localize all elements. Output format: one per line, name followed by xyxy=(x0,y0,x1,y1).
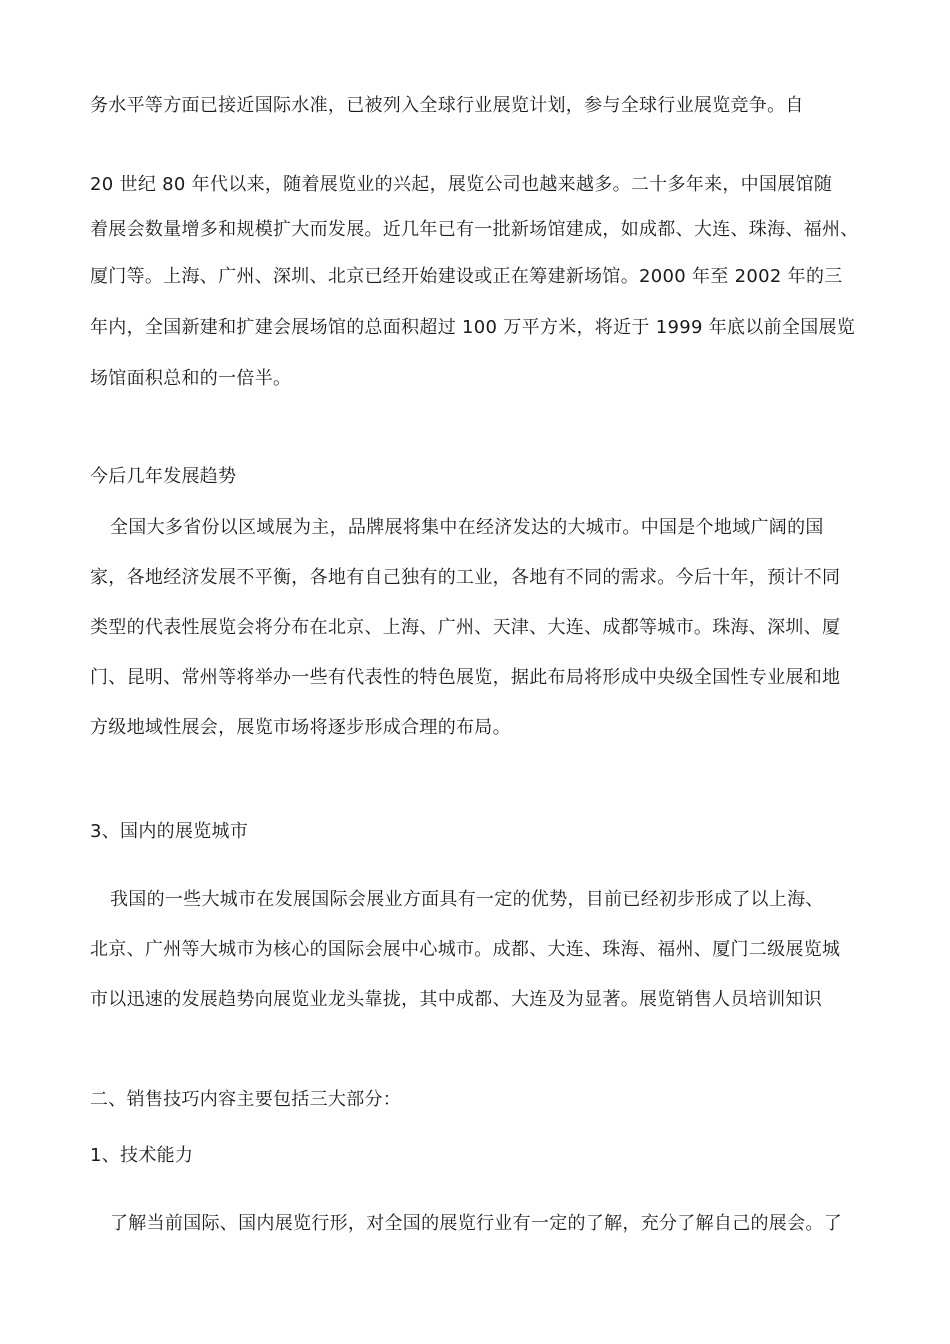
section-heading: 3、国内的展览城市 xyxy=(90,821,249,842)
text-line: 家，各地经济发展不平衡，各地有自己独有的工业，各地有不同的需求。今后十年，预计不同 xyxy=(90,567,841,588)
section-heading: 1、技术能力 xyxy=(90,1145,194,1166)
text-line: 类型的代表性展览会将分布在北京、上海、广州、天津、大连、成都等城市。珠海、深圳、厦 xyxy=(90,617,841,638)
section-heading: 今后几年发展趋势 xyxy=(90,466,237,487)
text-line: 北京、广州等大城市为核心的国际会展中心城市。成都、大连、珠海、福州、厦门二级展览城 xyxy=(90,939,841,960)
text-line: 了解当前国际、国内展览行形，对全国的展览行业有一定的了解，充分了解自己的展会。了 xyxy=(110,1213,842,1234)
text-line: 务水平等方面已接近国际水准，已被列入全球行业展览计划，参与全球行业展览竞争。自 xyxy=(90,95,804,116)
text-line: 厦门等。上海、广州、深圳、北京已经开始建设或正在筹建新场馆。2000 年至 2002 年的三 xyxy=(90,266,843,287)
text-line: 着展会数量增多和规模扩大而发展。近几年已有一批新场馆建成，如成都、大连、珠海、福州、 xyxy=(90,219,859,240)
text-line: 方级地域性展会，展览市场将逐步形成合理的布局。 xyxy=(90,717,511,738)
text-line: 我国的一些大城市在发展国际会展业方面具有一定的优势，目前已经初步形成了以上海、 xyxy=(110,889,824,910)
text-line: 20 世纪 80 年代以来，随着展览业的兴起，展览公司也越来越多。二十多年来，中国展馆随 xyxy=(90,174,833,195)
text-line: 场馆面积总和的一倍半。 xyxy=(90,368,292,389)
section-heading: 二、销售技巧内容主要包括三大部分： xyxy=(90,1089,402,1110)
text-line: 门、昆明、常州等将举办一些有代表性的特色展览，据此布局将形成中央级全国性专业展和地 xyxy=(90,667,841,688)
text-line: 年内，全国新建和扩建会展场馆的总面积超过 100 万平方米，将近于 1999 年底以前全国展览 xyxy=(90,317,856,338)
text-line: 全国大多省份以区域展为主，品牌展将集中在经济发达的大城市。中国是个地域广阔的国 xyxy=(110,517,824,538)
text-line: 市以迅速的发展趋势向展览业龙头靠拢，其中成都、大连及为显著。展览销售人员培训知识 xyxy=(90,989,822,1010)
